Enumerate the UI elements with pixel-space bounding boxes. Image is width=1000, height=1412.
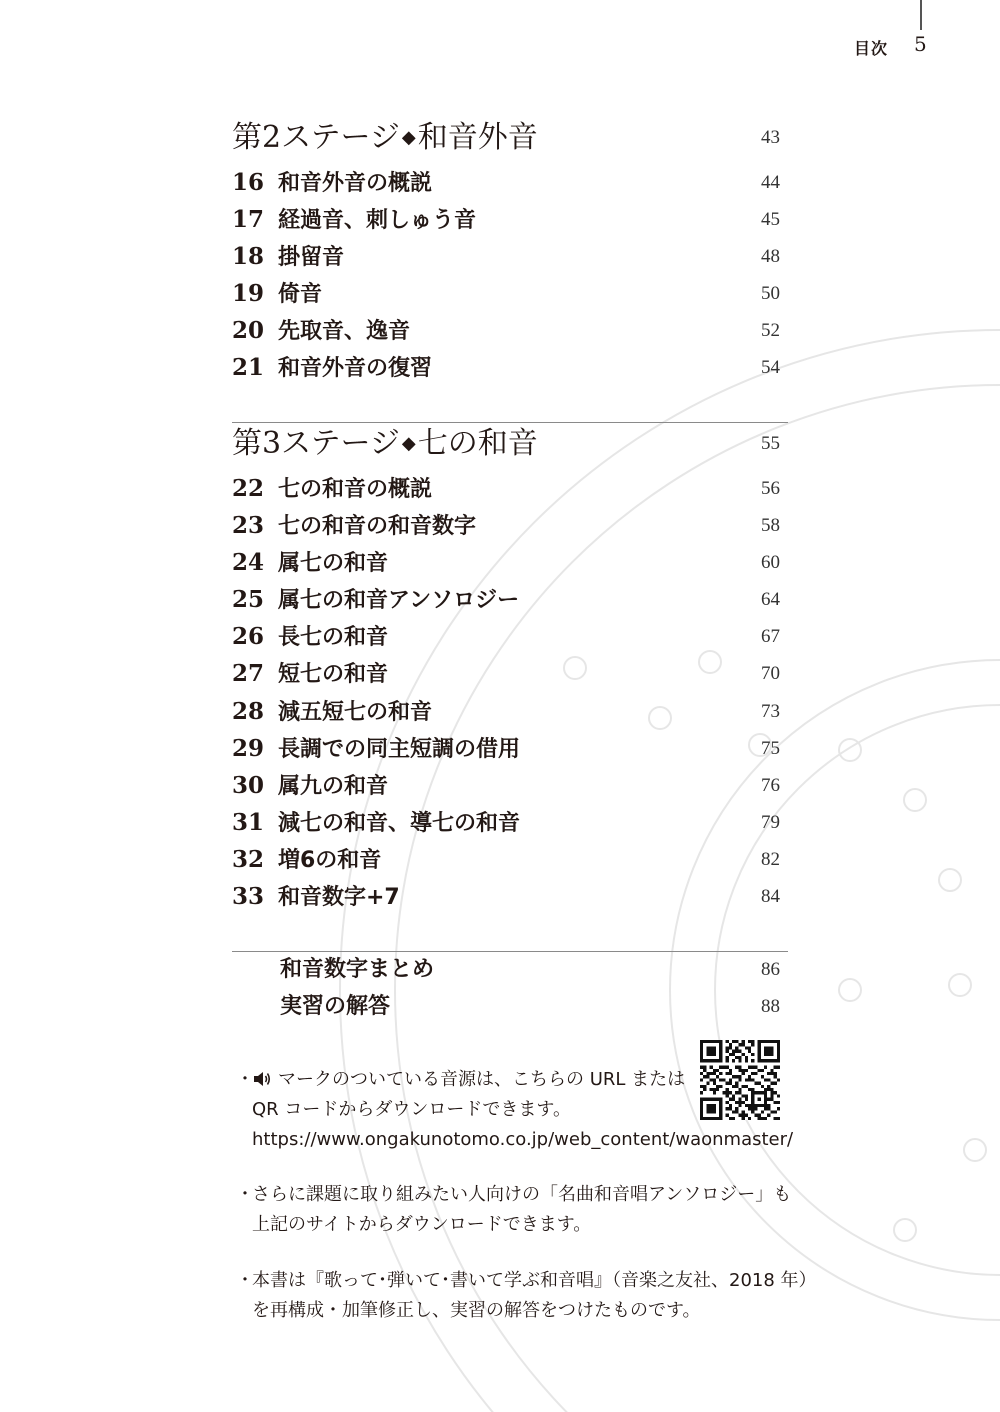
toc-page: 70 — [761, 663, 780, 684]
toc-page: 82 — [761, 849, 780, 870]
toc-page: 56 — [761, 478, 780, 499]
note-anthology: ・さらに課題に取り組みたい人向けの「名曲和音唱アンソロジー」も 上記のサイトからダウンロードできます。 — [236, 1184, 792, 1235]
toc-page: 79 — [761, 812, 780, 833]
toc-page: 54 — [761, 357, 780, 378]
toc-page: 52 — [761, 320, 780, 341]
toc-page: 84 — [761, 886, 780, 907]
download-url-link[interactable]: https://www.ongakunotomo.co.jp/web_content/waonmaster/ — [252, 1129, 794, 1150]
toc-entry-31: 31 減七の和音、導七の和音 — [232, 809, 521, 836]
toc-entry-23: 23 七の和音の和音数字 — [232, 512, 477, 539]
toc-entry-19: 19 倚音 — [232, 280, 323, 307]
toc-page: 48 — [761, 246, 780, 267]
toc-page: 75 — [761, 738, 780, 759]
toc-page: 76 — [761, 775, 780, 796]
toc-entry-16: 16 和音外音の概説 — [232, 169, 433, 196]
toc-entry-30: 30 属九の和音 — [232, 772, 389, 799]
toc-entry-29: 29 長調での同主短調の借用 — [232, 735, 521, 762]
toc-page: 64 — [761, 589, 780, 610]
stage-2-title: 第2ステージ ◆和音外音 — [232, 120, 538, 155]
toc-extra-summary: 和音数字まとめ — [280, 957, 435, 982]
toc-entry-26: 26 長七の和音 — [232, 623, 389, 650]
toc-entry-22: 22 七の和音の概説 — [232, 475, 433, 502]
toc-page: 45 — [761, 209, 780, 230]
toc-entry-20: 20 先取音、逸音 — [232, 317, 411, 344]
toc-entry-18: 18 掛留音 — [232, 243, 345, 270]
toc-page: 86 — [761, 959, 780, 980]
toc-entry-24: 24 属七の和音 — [232, 549, 389, 576]
toc-page: 88 — [761, 996, 780, 1017]
toc-page: 58 — [761, 515, 780, 536]
header-rule — [920, 0, 922, 30]
toc-page: 67 — [761, 626, 780, 647]
toc-entry-28: 28 減五短七の和音 — [232, 698, 433, 725]
note-audio: ・ マークのついている音源は、こちらの URL または QR コードからダウンロードできます。 https://www.ongakunotomo.co.jp/web_content/waonmaster/ — [236, 1069, 794, 1150]
toc-entry-25: 25 属七の和音アンソロジー — [232, 586, 520, 613]
section-divider — [232, 951, 788, 952]
toc-page: 73 — [761, 701, 780, 722]
toc-entry-21: 21 和音外音の復習 — [232, 354, 433, 381]
toc-page: 50 — [761, 283, 780, 304]
stage-2-page: 43 — [761, 127, 780, 148]
diamond-icon: ◆ — [401, 127, 416, 148]
stage-3-title: 第3ステージ ◆七の和音 — [232, 426, 538, 461]
speaker-icon — [252, 1070, 272, 1088]
stage-3-page: 55 — [761, 433, 780, 454]
page-number: 5 — [914, 32, 927, 56]
running-header: 目次 — [854, 39, 889, 58]
toc-page: 44 — [761, 172, 780, 193]
section-divider — [232, 422, 788, 423]
toc-extra-answers: 実習の解答 — [280, 994, 391, 1019]
diamond-icon: ◆ — [401, 433, 416, 454]
toc-entry-17: 17 経過音、刺しゅう音 — [232, 206, 477, 233]
note-origin: ・本書は『歌って･弾いて･書いて学ぶ和音唱』（音楽之友社、2018 年） を再構成・加筆修正し、実習の解答をつけたものです。 — [236, 1270, 817, 1321]
toc-entry-27: 27 短七の和音 — [232, 660, 389, 687]
toc-entry-33: 33 和音数字+7 — [232, 883, 400, 910]
toc-page: 60 — [761, 552, 780, 573]
toc-entry-32: 32 増6の和音 — [232, 846, 382, 873]
